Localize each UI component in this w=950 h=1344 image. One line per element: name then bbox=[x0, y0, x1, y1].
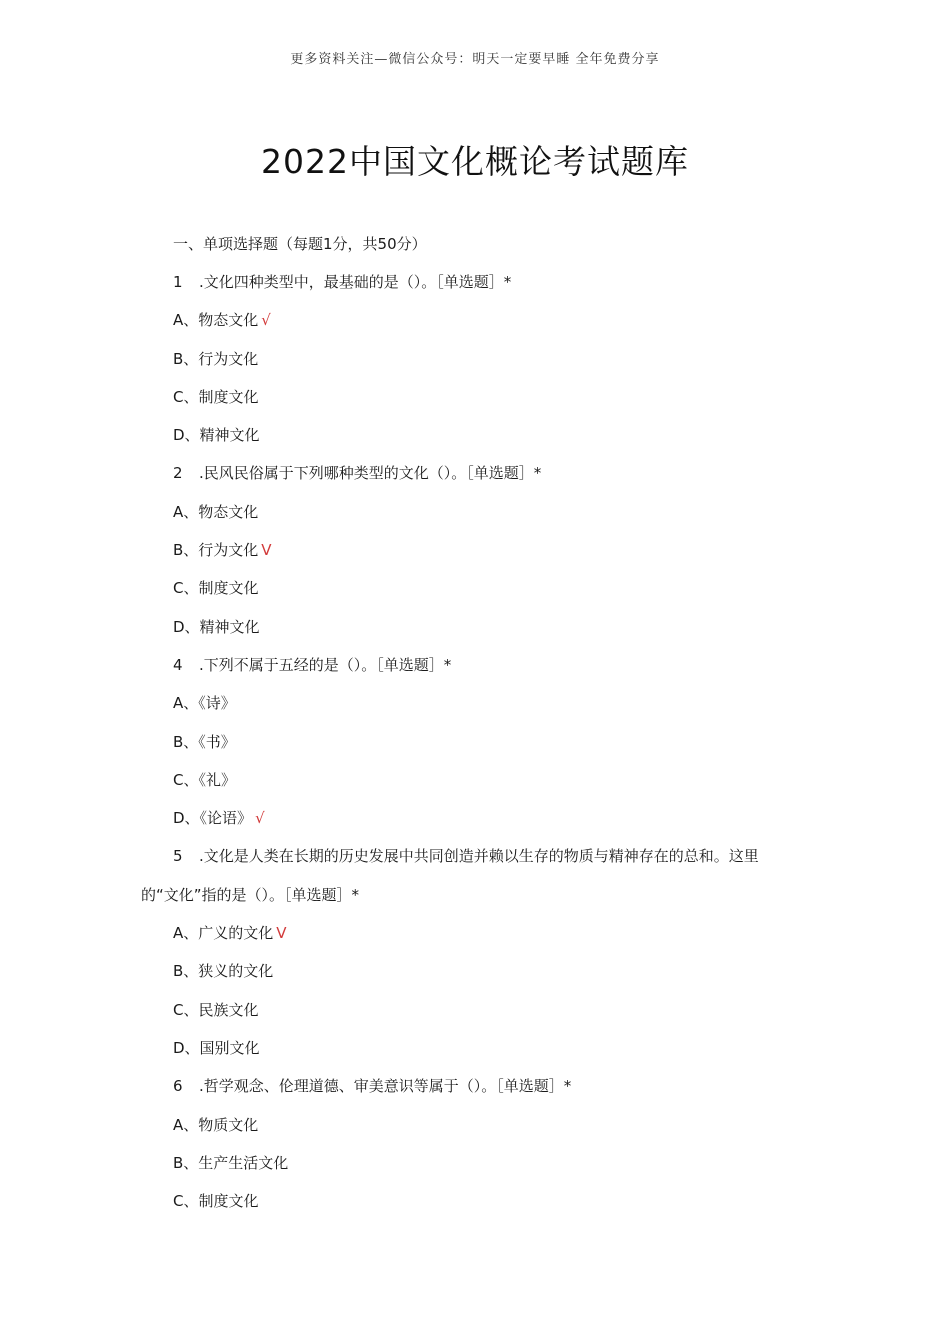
option-item bbox=[0, 1144, 950, 1182]
option-item bbox=[0, 1029, 950, 1067]
header-note: 更多资料关注—微信公众号：明天一定要早睡 全年免费分享 bbox=[290, 52, 660, 67]
option-item bbox=[0, 378, 950, 416]
option-label: D、精神文化 bbox=[173, 426, 260, 445]
option-label: A、广义的文化 bbox=[173, 924, 274, 943]
option-item bbox=[0, 914, 950, 952]
correct-mark-icon: √ bbox=[261, 311, 271, 330]
question-number: 4 bbox=[173, 655, 183, 674]
question-text: .下列不属于五经的是（）。［单选题］* bbox=[199, 655, 452, 674]
question-text: .文化四种类型中，最基础的是（）。［单选题］* bbox=[199, 273, 512, 291]
question-stem bbox=[0, 837, 950, 875]
option-label: C、制度文化 bbox=[173, 579, 259, 598]
option-item bbox=[0, 608, 950, 646]
option-label: A、物态文化 bbox=[173, 502, 259, 521]
option-label: A、物态文化 bbox=[173, 311, 259, 330]
option-item bbox=[0, 799, 950, 837]
question-number: 2 bbox=[173, 464, 183, 483]
option-label: B、《书》 bbox=[173, 732, 236, 751]
option-item bbox=[0, 531, 950, 569]
question-number: 5 bbox=[173, 847, 183, 866]
option-label: C、制度文化 bbox=[173, 1192, 259, 1211]
correct-mark-icon: V bbox=[276, 924, 287, 943]
option-label: D、精神文化 bbox=[173, 617, 260, 636]
correct-mark-icon: V bbox=[261, 541, 272, 560]
option-label: B、生产生活文化 bbox=[173, 1153, 289, 1172]
option-item bbox=[0, 1106, 950, 1144]
option-label: C、民族文化 bbox=[173, 1000, 259, 1019]
option-label: A、《诗》 bbox=[173, 694, 236, 713]
option-item bbox=[0, 340, 950, 378]
option-label: D、国别文化 bbox=[173, 1038, 260, 1057]
option-label: B、行为文化 bbox=[173, 349, 259, 368]
question-stem bbox=[0, 1067, 950, 1105]
question-text: .文化是人类在长期的历史发展中共同创造并赖以生存的物质与精神存在的总和。这里 bbox=[199, 847, 759, 866]
option-item bbox=[0, 493, 950, 531]
option-item bbox=[0, 569, 950, 607]
question-text: .民风民俗属于下列哪种类型的文化（）。［单选题］* bbox=[199, 464, 542, 483]
question-stem bbox=[0, 263, 950, 301]
question-number: 1 bbox=[173, 273, 183, 291]
page-title: 2022中国文化概论考试题库 bbox=[261, 142, 689, 181]
option-label: D、《论语》 bbox=[173, 809, 253, 828]
option-item bbox=[0, 1182, 950, 1220]
option-item bbox=[0, 952, 950, 990]
option-item bbox=[0, 684, 950, 722]
question-number: 6 bbox=[173, 1077, 183, 1096]
question-text: .哲学观念、伦理道德、审美意识等属于（）。［单选题］* bbox=[199, 1077, 572, 1096]
option-item bbox=[0, 761, 950, 799]
option-item bbox=[0, 991, 950, 1029]
section-heading: 一、单项选择题（每题1分，共50分） bbox=[173, 235, 427, 253]
option-label: B、行为文化 bbox=[173, 541, 259, 560]
option-item bbox=[0, 416, 950, 454]
question-list bbox=[0, 226, 950, 1220]
option-label: C、《礼》 bbox=[173, 770, 236, 789]
correct-mark-icon: √ bbox=[255, 809, 265, 828]
option-item bbox=[0, 301, 950, 339]
question-stem bbox=[0, 646, 950, 684]
option-label: C、制度文化 bbox=[173, 387, 259, 406]
option-item bbox=[0, 723, 950, 761]
question-stem bbox=[0, 454, 950, 492]
option-label: A、物质文化 bbox=[173, 1115, 259, 1134]
question-stem-continuation: 的“文化”指的是（）。［单选题］* bbox=[141, 885, 360, 904]
option-label: B、狭义的文化 bbox=[173, 962, 274, 981]
